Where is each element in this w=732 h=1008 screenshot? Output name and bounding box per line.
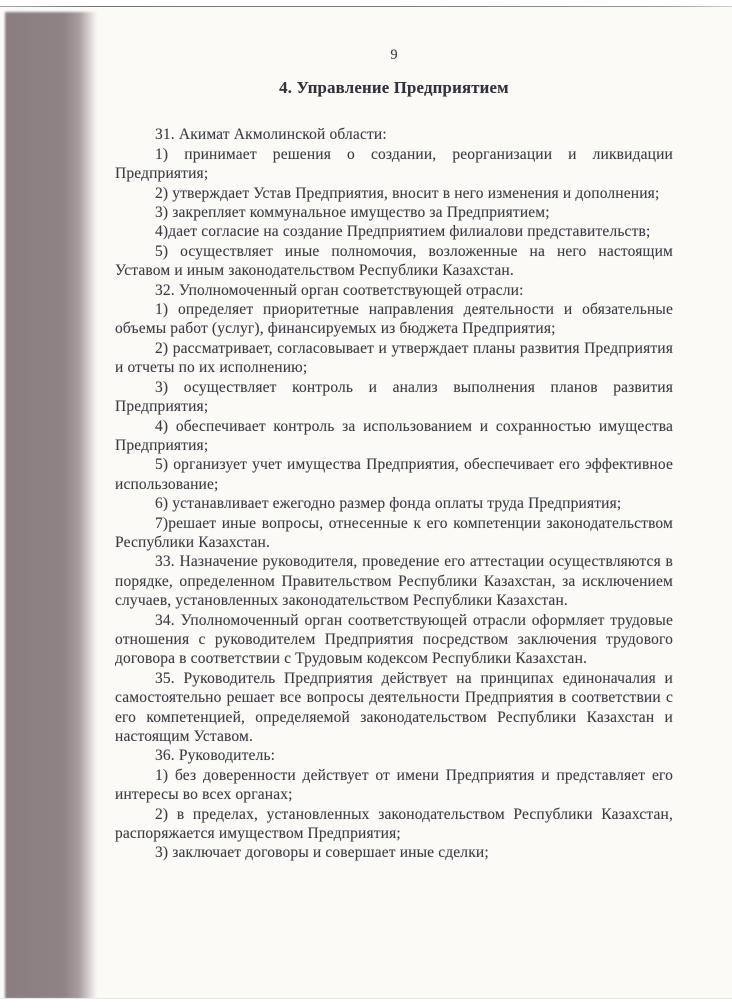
paragraph: 1) без доверенности действует от имени Предприятия и представляет его интересы во всех органах; <box>115 766 673 804</box>
paragraph: 1) принимает решения о создании, реорганизации и ликвидации Предприятия; <box>115 145 673 183</box>
document-content <box>115 46 673 863</box>
page-number: 9 <box>390 47 398 63</box>
paragraph: 2) утверждает Устав Предприятия, вносит в него изменения и дополнения; <box>155 184 660 202</box>
paragraph: 2) рассматривает, согласовывает и утверждает планы развития Предприятия и отчеты по их исполнению; <box>115 339 673 377</box>
section-heading: 4. Управление Предприятием <box>279 78 509 98</box>
paragraph: 33. Назначение руководителя, проведение его аттестации осуществляются в порядке, определенном Правительством Республики Казахстан, за исключением случаев, установленных законодательством Республики Казахстан. <box>115 553 673 610</box>
paragraph: 5) осуществляет иные полномочия, возложенные на него настоящим Уставом и иным законодательством Республики Казахстан. <box>115 242 673 280</box>
paragraph: 6) устанавливает ежегодно размер фонда оплаты труда Предприятия; <box>155 495 622 513</box>
paragraph: 7)решает иные вопросы, отнесенные к его компетенции законодательством Республики Казахстан. <box>115 514 673 551</box>
paragraph: 35. Руководитель Предприятия действует на принципах единоначалия и самостоятельно решает все вопросы деятельности Предприятия в соответствии с его компетенцией, определяемой законодательством Республики Казахстан и настоящим Уставом. <box>115 669 673 745</box>
paragraph: 5) организует учет имущества Предприятия, обеспечивает его эффективное использование; <box>115 456 673 493</box>
paragraph: 4)дает согласие на создание Предприятием филиалови представительств; <box>155 223 651 241</box>
paragraph: 3) закрепляет коммунальное имущество за Предприятием; <box>155 204 550 222</box>
paragraph: 31. Акимат Акмолинской области: <box>155 126 387 144</box>
paragraph: 1) определяет приоритетные направления деятельности и обязательные объемы работ (услуг), финансируемых из бюджета Предприятия; <box>115 301 673 338</box>
paragraph: 34. Уполномоченный орган соответствующей отрасли оформляет трудовые отношения с руководителем Предприятия посредством заключения трудового договора в соответствии с Трудовым кодексом Республики Казахстан. <box>115 611 673 668</box>
paragraph: 2) в пределах, установленных законодательством Республики Казахстан, распоряжается имуществом Предприятия; <box>115 805 673 843</box>
paragraph: 36. Руководитель: <box>155 747 276 765</box>
paragraph: 3) осуществляет контроль и анализ выполнения планов развития Предприятия; <box>115 378 673 416</box>
book-spine-shadow <box>5 12 97 999</box>
scan-top-edge-line <box>0 6 732 7</box>
paragraph: 32. Уполномоченный орган соответствующей отрасли: <box>155 281 524 299</box>
paragraph: 3) заключает договоры и совершает иные сделки; <box>155 844 489 862</box>
paragraph: 4) обеспечивает контроль за использованием и сохранностью имущества Предприятия; <box>115 417 673 454</box>
paragraphs-container <box>115 125 673 862</box>
